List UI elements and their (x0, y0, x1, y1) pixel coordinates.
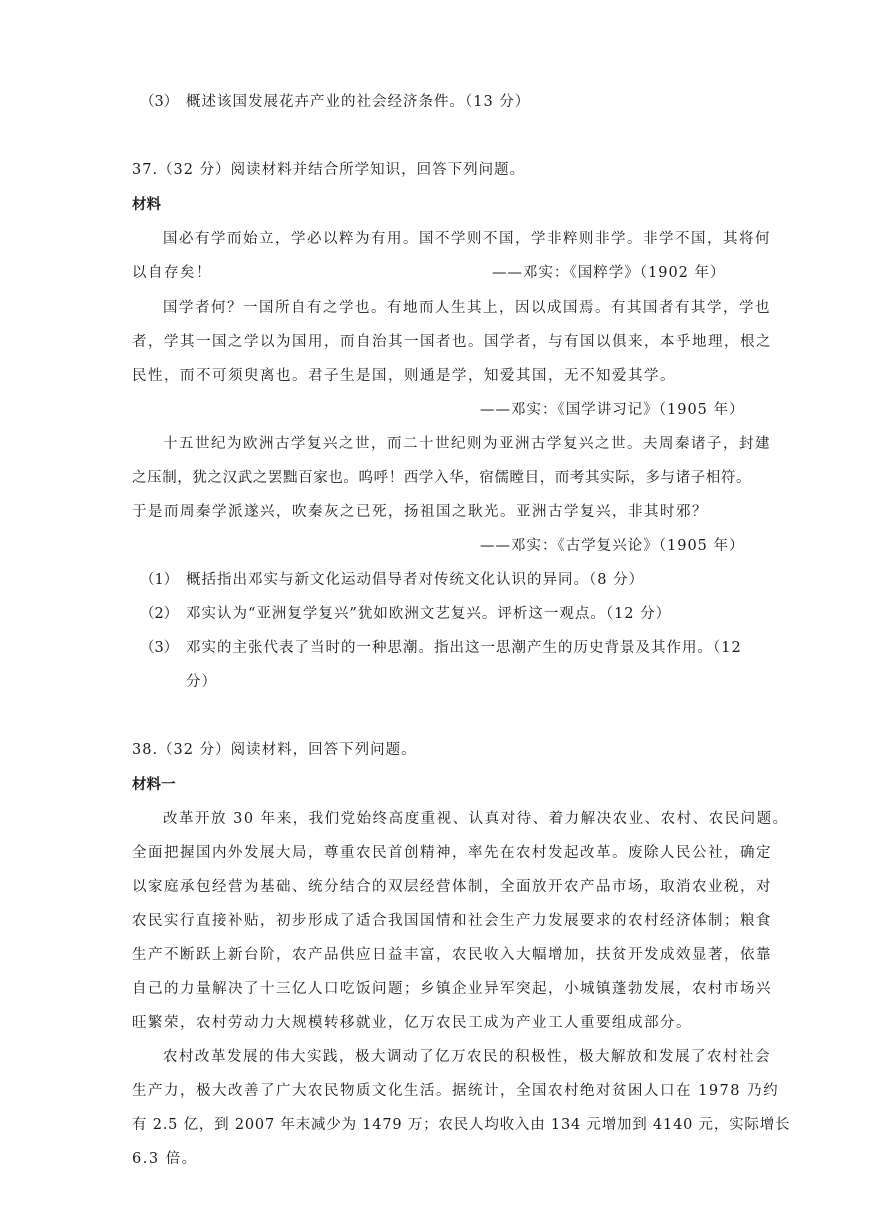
q37-item3-text: 邓实的主张代表了当时的一种思潮。指出这一思潮产生的历史背景及其作用。（12 (186, 640, 742, 656)
q37-p3-source: ——邓实：《古学复兴论》（1905 年） (480, 538, 745, 554)
q37-p3-line2: 之压制，犹之汉武之罢黜百家也。呜呼！西学入华，宿儒瞠目，而考其实际，多与诸子相符。 (132, 470, 752, 486)
q37-item1-text: 概括指出邓实与新文化运动倡导者对传统文化认识的异同。（8 分） (186, 572, 645, 588)
q38-p1-line4: 农民实行直接补贴，初步形成了适合我国国情和社会生产力发展要求的农村经济体制；粮食 (132, 913, 772, 929)
q37-item3-text-cont: 分） (186, 674, 217, 690)
q37-p2-source: ——邓实：《国学讲习记》（1905 年） (480, 402, 745, 418)
q38-p1-line2: 全面把握国内外发展大局，尊重农民首创精神，率先在农村发起改革。废除人民公社，确定 (132, 845, 772, 861)
q38-p1-line1: 改革开放 30 年来，我们党始终高度重视、认真对待、着力解决农业、农村、农民问题。 (163, 811, 789, 827)
q38-p2-line2: 生产力，极大改善了广大农民物质文化生活。据统计，全国农村绝对贫困人口在 1978 乃约 (132, 1083, 780, 1099)
q38-p1-line5: 生产不断跃上新台阶，农产品供应日益丰富，农民收入大幅增加，扶贫开发成效显著，依靠 (132, 947, 772, 963)
q37-material-label: 材料 (132, 197, 161, 213)
q36-item3-text: 概述该国发展花卉产业的社会经济条件。（13 分） (186, 94, 531, 110)
q37-p3-line3: 于是而周秦学派遂兴，吹秦灰之已死，扬祖国之耿光。亚洲古学复兴，非其时邪？ (132, 504, 708, 520)
q37-p2-line3: 民性，而不可须臾离也。君子生是国，则通是学，知爱其国，无不知爱其学。 (132, 368, 676, 384)
q38-p2-line3: 有 2.5 亿，到 2007 年末减少为 1479 万；农民人均收入由 134 元增加到 4140 元，实际增长 (132, 1117, 791, 1133)
q38-p1-line7: 旺繁荣，农村劳动力大规模转移就业，亿万农民工成为产业工人重要组成部分。 (132, 1015, 692, 1031)
q36-item3-number: （3） (140, 94, 179, 110)
q38-p1-line6: 自己的力量解决了十三亿人口吃饭问题；乡镇企业异军突起，小城镇蓬勃发展，农村市场兴 (132, 981, 772, 997)
q37-item2-number: （2） (140, 606, 179, 622)
q38-header: 38.（32 分）阅读材料，回答下列问题。 (132, 742, 417, 758)
q37-item2-text: 邓实认为“亚洲复学复兴”犹如欧洲文艺复兴。评析这一观点。（12 分） (186, 606, 672, 622)
q37-header: 37.（32 分）阅读材料并结合所学知识，回答下列问题。 (132, 162, 526, 178)
q37-item1-number: （1） (140, 572, 179, 588)
q38-p2-line1: 农村改革发展的伟大实践，极大调动了亿万农民的积极性，极大解放和发展了农村社会 (163, 1049, 771, 1065)
q38-p1-line3: 以家庭承包经营为基础、统分结合的双层经营体制，全面放开农产品市场，取消农业税，对 (132, 879, 772, 895)
q37-p2-line2: 者，学其一国之学以为国用，而自治其一国者也。国学者，与有国以俱来，本乎地理，根之 (132, 334, 772, 350)
q38-material-label: 材料一 (132, 777, 176, 793)
q37-p1-line1: 国必有学而始立，学必以粹为有用。国不学则不国，学非粹则非学。非学不国，其将何 (163, 231, 771, 247)
q38-p2-line4: 6.3 倍。 (132, 1151, 198, 1167)
q37-item3-number: （3） (140, 640, 179, 656)
q37-p2-line1: 国学者何？一国所自有之学也。有地而人生其上，因以成国焉。有其国者有其学，学也 (163, 300, 771, 316)
q37-p1-line2: 以自存矣！ (132, 265, 212, 281)
q37-p3-line1: 十五世纪为欧洲古学复兴之世，而二十世纪则为亚洲古学复兴之世。夫周秦诸子，封建 (163, 436, 771, 452)
q37-p1-source: ——邓实：《国粹学》（1902 年） (492, 265, 726, 281)
